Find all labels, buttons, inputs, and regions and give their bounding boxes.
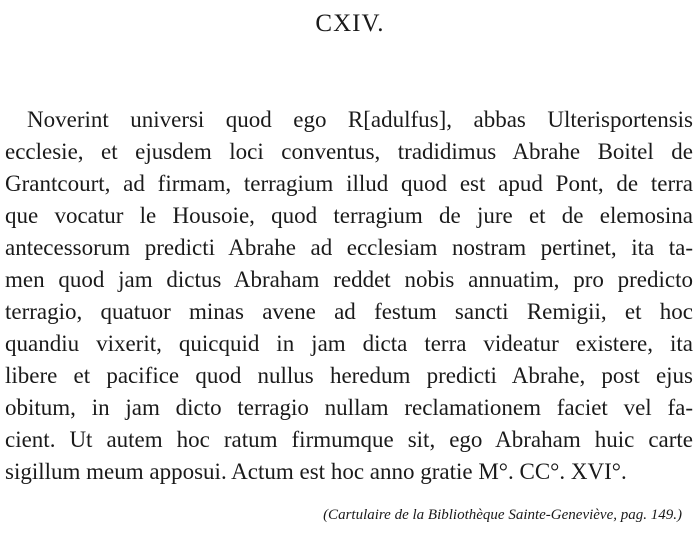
text-line: Grantcourt, ad firmam, terragium illud quod est apud Pont, de terra <box>5 171 693 196</box>
text-line: obitum, in jam dicto terragio nullam reclamationem faciet vel fa- <box>5 395 693 420</box>
text-line: Noverint universi quod ego R[adulfus], abbas Ulterisportensis <box>27 107 693 132</box>
text-line: sigillum meum apposui. Actum est hoc anno gratie M°. CC°. XVI°. <box>5 459 627 484</box>
text-line: cient. Ut autem hoc ratum firmumque sit, ego Abraham huic carte <box>5 427 693 452</box>
text-line: ecclesie, et ejusdem loci conventus, tradidimus Abrahe Boitel de <box>5 139 693 164</box>
text-line: men quod jam dictus Abraham reddet nobis annuatim, pro predicto <box>5 267 693 292</box>
text-line: quandiu vixerit, quicquid in jam dicta terra videatur existere, ita <box>5 331 693 356</box>
text-line: terragio, quatuor minas avene ad festum sancti Remigii, et hoc <box>5 299 693 324</box>
text-line: libere et pacifice quod nullus heredum predicti Abrahe, post ejus <box>5 363 693 388</box>
text-line: antecessorum predicti Abrahe ad ecclesiam nostram pertinet, ita ta- <box>5 235 693 260</box>
source-citation: (Cartulaire de la Bibliothèque Sainte-Geneviève, pag. 149.) <box>323 507 682 523</box>
charter-text <box>5 104 693 488</box>
text-line: que vocatur le Housoie, quod terragium de jure et de elemosina <box>5 203 693 228</box>
charter-number-heading: CXIV. <box>315 10 385 37</box>
